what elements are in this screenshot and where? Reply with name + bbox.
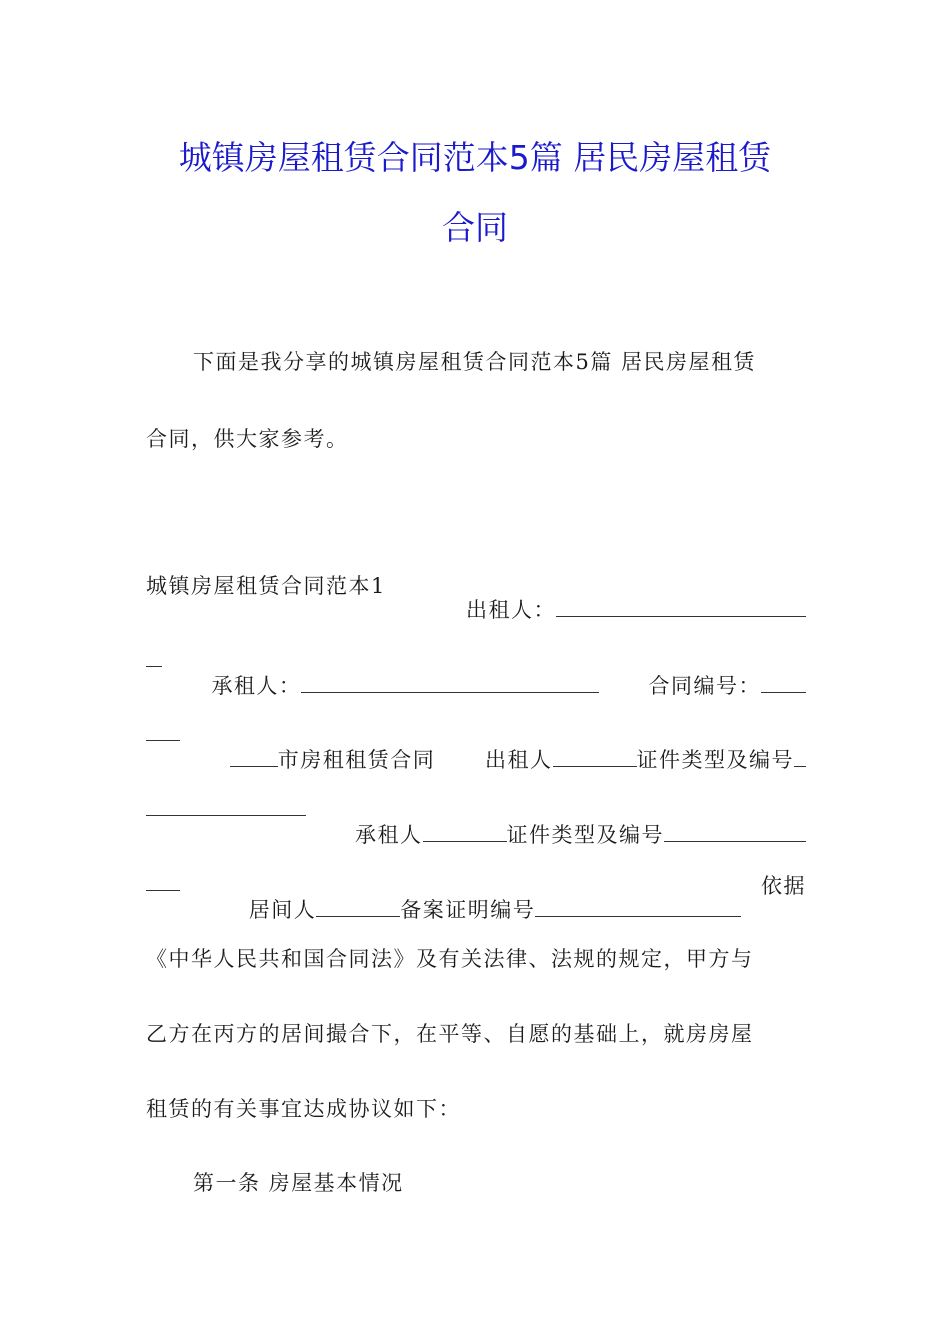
lessor-id-type-label: 证件类型及编号 — [636, 748, 794, 772]
lessor-id-blank-continued — [146, 795, 306, 816]
lessee-label: 承租人： — [211, 674, 302, 698]
lessee-id-field-group — [306, 795, 806, 873]
broker-blank — [316, 896, 400, 917]
lessee-label-2: 承租人 — [355, 823, 423, 847]
contract-row-3 — [146, 720, 806, 798]
contract-sample-heading: 城镇房屋租赁合同范本1 — [146, 574, 386, 598]
contract-row-1 — [146, 570, 806, 648]
body-line-3: 租赁的有关事宜达成协议如下： — [146, 1097, 461, 1121]
lessee-id-blank-continued — [146, 870, 180, 891]
intro-line-1: 下面是我分享的城镇房屋租赁合同范本5篇 居民房屋租赁 — [193, 350, 757, 374]
lessor-blank-continued — [146, 646, 162, 667]
filing-number-label: 备案证明编号 — [400, 898, 536, 922]
contract-number-blank — [761, 672, 806, 693]
contract-row-4 — [146, 795, 806, 873]
lessee-id-type-label: 证件类型及编号 — [506, 823, 664, 847]
contract-number-label: 合同编号： — [648, 674, 761, 698]
contract-row-5 — [146, 870, 806, 948]
lessor-field-group — [417, 570, 806, 648]
contract-number-field-group — [599, 646, 806, 724]
document-title-line-1: 城镇房屋租赁合同范本5篇 居民房屋租赁 — [178, 138, 772, 177]
lessor-name-blank — [553, 746, 637, 767]
filing-number-blank — [535, 896, 741, 917]
city-field-group — [181, 720, 436, 798]
broker-label: 居间人 — [248, 898, 317, 922]
contract-type-label: 市房租租赁合同 — [277, 748, 436, 772]
lessee-field-group — [162, 646, 599, 724]
lessee-blank — [301, 672, 599, 693]
lessor-blank — [556, 596, 806, 617]
intro-line-2: 合同，供大家参考。 — [146, 427, 349, 451]
article-1-heading: 第一条 房屋基本情况 — [193, 1171, 404, 1195]
contract-row-2 — [146, 646, 806, 724]
lessor-label-2: 出租人 — [485, 748, 553, 772]
contract-number-blank-continued — [146, 720, 180, 741]
body-line-1: 《中华人民共和国合同法》及有关法律、法规的规定，甲方与 — [146, 947, 754, 971]
lessor-id-field-group — [436, 720, 806, 798]
lessee-id-blank — [664, 821, 806, 842]
lessor-label: 出租人： — [466, 598, 556, 622]
city-blank — [230, 746, 278, 767]
body-line-2: 乙方在丙方的居间撮合下，在平等、自愿的基础上，就房房屋 — [146, 1022, 754, 1046]
basis-text: 依据 — [761, 874, 806, 898]
lessee-name-blank — [423, 821, 507, 842]
lessor-id-blank — [794, 746, 806, 767]
document-title-line-2: 合同 — [442, 208, 508, 247]
broker-field-group — [200, 870, 742, 948]
